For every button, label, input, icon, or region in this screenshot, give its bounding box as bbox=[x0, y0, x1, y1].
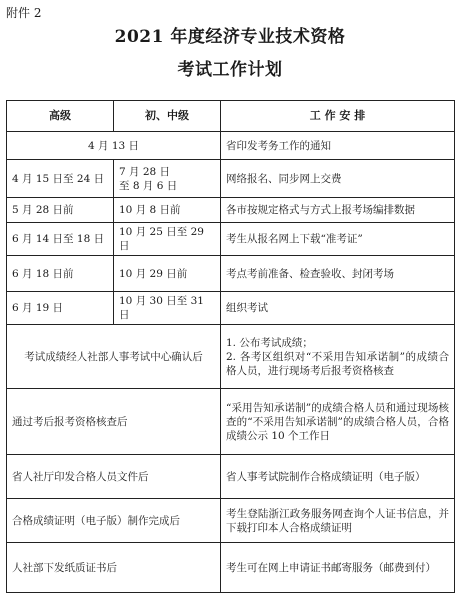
table-row bbox=[7, 455, 455, 499]
date-cell-mid: 10 月 8 日前 bbox=[114, 198, 221, 223]
condition-cell: 通过考后报考资格核查后 bbox=[7, 389, 221, 455]
header-junior-mid-level: 初、中级 bbox=[114, 101, 221, 132]
work-cell: 考生登陆浙江政务服务网查询个人证书信息，并下载打印本人合格成绩证明 bbox=[221, 499, 455, 543]
schedule-table bbox=[6, 100, 455, 593]
date-cell-high: 4 月 15 日至 24 日 bbox=[7, 160, 114, 198]
date-cell-high: 6 月 19 日 bbox=[7, 292, 114, 325]
header-high-level: 高级 bbox=[7, 101, 114, 132]
date-cell-mid: 10 月 25 日至 29 日 bbox=[114, 223, 221, 256]
work-cell: 考点考前准备、检查验收、封闭考场 bbox=[221, 256, 455, 292]
document-title-line-2: 考试工作计划 bbox=[177, 60, 283, 80]
document-title-line-1: 2021 年度经济专业技术资格 bbox=[114, 27, 346, 47]
table-row bbox=[7, 223, 455, 256]
date-cell-mid: 7 月 28 日 至 8 月 6 日 bbox=[114, 160, 221, 198]
work-cell: 1. 公布考试成绩； 2. 各考区组织对“不采用告知承诺制”的成绩合格人员，进行现场考后报考资格核查 bbox=[221, 325, 455, 389]
table-row bbox=[7, 499, 455, 543]
table-row bbox=[7, 292, 455, 325]
work-cell: 省印发考务工作的通知 bbox=[221, 132, 455, 160]
work-cell: 考生从报名网上下载“准考证” bbox=[221, 223, 455, 256]
date-cell-merged: 4 月 13 日 bbox=[7, 132, 221, 160]
date-cell-mid: 10 月 30 日至 31 日 bbox=[114, 292, 221, 325]
attachment-label: 附件 2 bbox=[6, 6, 42, 20]
work-cell: 组织考试 bbox=[221, 292, 455, 325]
date-cell-mid: 10 月 29 日前 bbox=[114, 256, 221, 292]
table-row bbox=[7, 543, 455, 593]
condition-cell: 省人社厅印发合格人员文件后 bbox=[7, 455, 221, 499]
condition-cell: 人社部下发纸质证书后 bbox=[7, 543, 221, 593]
table-row bbox=[7, 389, 455, 455]
work-cell: 网络报名、同步网上交费 bbox=[221, 160, 455, 198]
table-row bbox=[7, 132, 455, 160]
work-cell: 各市按规定格式与方式上报考场编排数据 bbox=[221, 198, 455, 223]
work-cell: 省人事考试院制作合格成绩证明（电子版） bbox=[221, 455, 455, 499]
date-cell-high: 5 月 28 日前 bbox=[7, 198, 114, 223]
table-header-row bbox=[7, 101, 455, 132]
table-row bbox=[7, 325, 455, 389]
header-work-arrangement: 工 作 安 排 bbox=[221, 101, 455, 132]
table-row bbox=[7, 256, 455, 292]
work-cell: 考生可在网上申请证书邮寄服务（邮费到付） bbox=[221, 543, 455, 593]
work-cell: “采用告知承诺制”的成绩合格人员和通过现场核查的“不采用告知承诺制”的成绩合格人员，合格成绩公示 10 个工作日 bbox=[221, 389, 455, 455]
table-row bbox=[7, 198, 455, 223]
condition-cell: 考试成绩经人社部人事考试中心确认后 bbox=[7, 325, 221, 389]
table-row bbox=[7, 160, 455, 198]
date-cell-high: 6 月 18 日前 bbox=[7, 256, 114, 292]
condition-cell: 合格成绩证明（电子版）制作完成后 bbox=[7, 499, 221, 543]
date-cell-high: 6 月 14 日至 18 日 bbox=[7, 223, 114, 256]
